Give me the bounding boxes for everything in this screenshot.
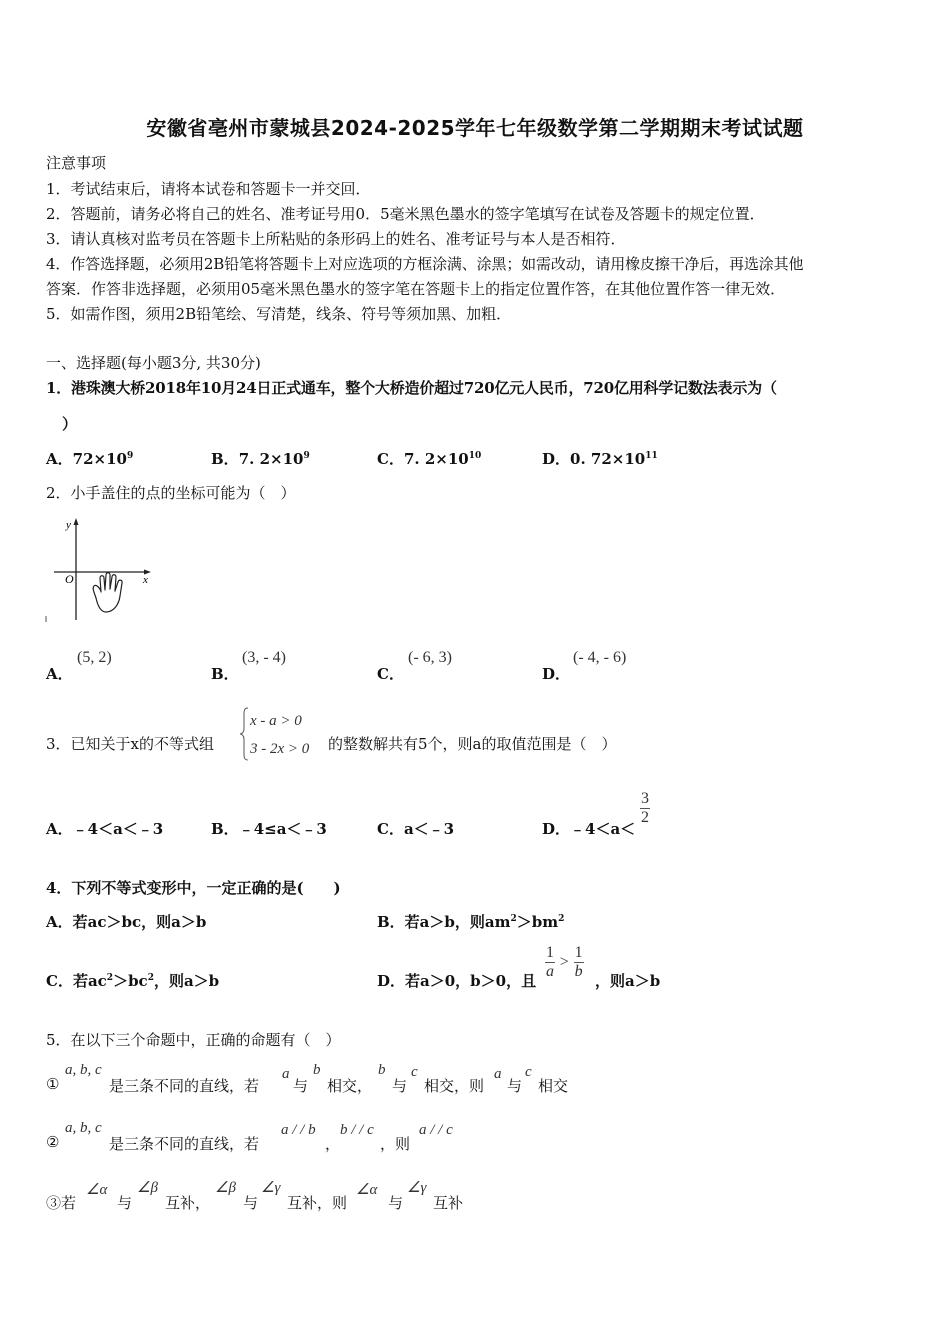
prop-2-text-2: ，则 xyxy=(380,1135,411,1153)
question-2-stem: 2．小手盖住的点的坐标可能为（ ） xyxy=(46,484,296,502)
prop-1-mark: ① xyxy=(46,1075,60,1093)
q1-option-b: B．7. $2\times 10^9$ xyxy=(211,450,310,468)
prop-3-text-3: 互补 xyxy=(433,1194,464,1212)
prop-3-beta: ∠β xyxy=(137,1180,158,1196)
question-4-stem: 4．下列不等式变形中，一定正确的是( ) xyxy=(46,879,341,897)
question-1-stem: 1．港珠澳大桥2018年10月24日正式通车，整个大桥造价超过720亿元人民币，720亿用科学记数法表示为（ xyxy=(46,379,777,397)
y-axis-arrow xyxy=(74,518,79,525)
q3-option-d: D．﹣4＜a＜ xyxy=(542,820,636,838)
prop-2-comma: ， xyxy=(325,1135,341,1153)
prop-3-gamma2: ∠γ xyxy=(407,1180,427,1196)
q1-option-c: C．7. $2\times 10^{10}$ xyxy=(377,450,482,468)
prop-1-b2: b xyxy=(378,1062,386,1078)
prop-2-mark: ② xyxy=(46,1133,60,1151)
page-title: 安徽省亳州市蒙城县2024-2025学年七年级数学第二学期期末考试试题 xyxy=(146,116,804,140)
prop-3-mark: ③若 xyxy=(46,1194,77,1212)
prop-2-abc: a, b, c xyxy=(65,1120,102,1136)
system-brace xyxy=(240,708,248,760)
prop-3-alpha: ∠α xyxy=(86,1182,108,1198)
prop-3-yu-1: 与 xyxy=(117,1194,133,1212)
prop-3-yu-3: 与 xyxy=(388,1194,404,1212)
question-5-stem: 5．在以下三个命题中，正确的命题有（ ） xyxy=(46,1031,341,1049)
q4-option-a: A．若ac＞bc，则a＞b xyxy=(46,913,207,931)
prop-3-text-2: 互补，则 xyxy=(287,1194,348,1212)
q2-option-d-value: (- 4, - 6) xyxy=(573,649,627,666)
prop-1-yu-1: 与 xyxy=(293,1077,309,1095)
prop-1-a2: a xyxy=(494,1066,502,1082)
prop-1-text-1: 是三条不同的直线，若 xyxy=(109,1077,260,1095)
prop-1-text-2: 相交， xyxy=(327,1077,373,1095)
prop-3-gamma: ∠γ xyxy=(261,1180,281,1196)
q3-option-c: C．a＜﹣3 xyxy=(377,820,455,838)
question-3-stem-a: 3．已知关于x的不等式组 xyxy=(46,735,215,753)
q3-option-b: B．﹣4≤a＜﹣3 xyxy=(211,820,327,838)
q2-option-d: D． xyxy=(542,665,571,683)
q4-option-d: D．若a＞0，b＞0，且 xyxy=(377,972,537,990)
q1-option-d: D．0. $72\times 10^{11}$ xyxy=(542,450,658,468)
coordinate-hand-figure xyxy=(44,512,156,626)
notice-item-3: 3．请认真核对监考员在答题卡上所粘贴的条形码上的姓名、准考证号与本人是否相符． xyxy=(46,230,626,248)
notice-item-5: 5．如需作图，须用2B铅笔绘、写清楚，线条、符号等须加黑、加粗． xyxy=(46,305,512,323)
q2-option-a-value: (5, 2) xyxy=(77,649,112,666)
q4-option-c: C．若$ac^2>bc^2$，则a＞b xyxy=(46,972,220,990)
notice-item-4-cont: 答案．作答非选择题，必须用05毫米黑色墨水的签字笔在答题卡上的指定位置作答，在其他位置作答一律无效． xyxy=(46,280,786,298)
q2-option-c: C． xyxy=(377,665,404,683)
q3-option-a: A．﹣4＜a＜﹣3 xyxy=(46,820,164,838)
question-1-stem-end: ） xyxy=(62,415,78,433)
question-3-stem-b: 的整数解共有5个，则a的取值范围是（ ） xyxy=(328,735,617,753)
prop-2-ab: a / / b xyxy=(281,1122,316,1138)
origin-label: O xyxy=(65,572,74,586)
q2-option-b: B． xyxy=(211,665,239,683)
prop-3-alpha2: ∠α xyxy=(356,1182,378,1198)
prop-2-text-1: 是三条不同的直线，若 xyxy=(109,1135,260,1153)
q2-option-b-value: (3, - 4) xyxy=(242,649,286,666)
inequality-1: x - a > 0 xyxy=(250,713,302,729)
prop-2-bc: b / / c xyxy=(340,1122,374,1138)
q2-option-c-value: (- 6, 3) xyxy=(408,649,452,666)
prop-1-yu-2: 与 xyxy=(392,1077,408,1095)
prop-1-text-3: 相交，则 xyxy=(424,1077,485,1095)
prop-1-a: a xyxy=(282,1066,290,1082)
y-axis-label: y xyxy=(66,519,71,531)
prop-3-text-1: 互补， xyxy=(165,1194,211,1212)
q3-option-d-fraction: $\frac{3}{2}$ xyxy=(641,790,649,826)
notice-item-4: 4．作答选择题，必须用2B铅笔将答题卡上对应选项的方框涂满、涂黑；如需改动，请用橡皮擦干净后，再选涂其他 xyxy=(46,255,804,273)
prop-1-b: b xyxy=(313,1062,321,1078)
prop-2-ac: a / / c xyxy=(419,1122,453,1138)
prop-3-yu-2: 与 xyxy=(243,1194,259,1212)
x-axis-label: x xyxy=(143,574,148,586)
notice-item-2: 2．答题前，请务必将自己的姓名、准考证号用0．5毫米黑色墨水的签字笔填写在试卷及答题卡的规定位置． xyxy=(46,205,765,223)
q4-option-d-end: ，则a＞b xyxy=(595,972,661,990)
prop-1-c: c xyxy=(411,1064,418,1080)
prop-1-abc: a, b, c xyxy=(65,1062,102,1078)
prop-3-beta2: ∠β xyxy=(215,1180,236,1196)
q1-option-a: A．$72\times 10^9$ xyxy=(46,450,134,468)
hand-icon xyxy=(93,573,122,612)
prop-1-c2: c xyxy=(525,1064,532,1080)
q4-option-b: B．若a＞b，则$am^2>bm^2$ xyxy=(377,913,565,931)
inequality-system xyxy=(240,705,328,763)
notice-heading: 注意事项 xyxy=(46,154,107,172)
inequality-2: 3 - 2x > 0 xyxy=(250,741,310,757)
section-heading: 一、选择题(每小题3分, 共30分) xyxy=(46,354,261,372)
notice-item-1: 1．考试结束后，请将本试卷和答题卡一并交回． xyxy=(46,180,371,198)
q4-option-d-inequality: $\frac{1}{a}$ > $\frac{1}{b}$ xyxy=(546,944,583,980)
prop-1-yu-3: 与 xyxy=(507,1077,523,1095)
prop-1-text-4: 相交 xyxy=(538,1077,569,1095)
q2-option-a: A． xyxy=(46,665,73,683)
